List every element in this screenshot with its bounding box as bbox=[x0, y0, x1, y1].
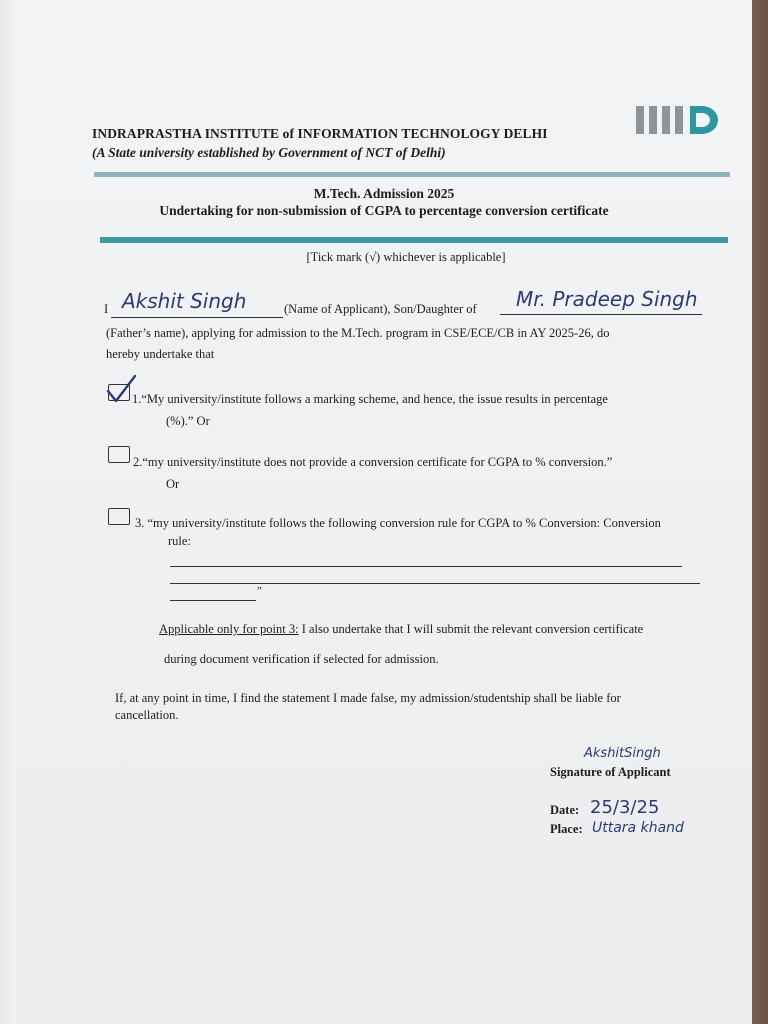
applicable-label: Applicable only for point 3: bbox=[159, 622, 299, 636]
option-3-text: 3. “my university/institute follows the following conversion rule for CGPA to % Conversion: Conversion bbox=[135, 516, 661, 530]
date-label: Date: bbox=[550, 803, 580, 817]
signature-label: Signature of Applicant bbox=[550, 765, 671, 779]
applicable-text: I also undertake that I will submit the relevant conversion certificate bbox=[298, 622, 644, 636]
name-label: (Name of Applicant), Son/Daughter of bbox=[284, 302, 477, 316]
option-3-rule-label: rule: bbox=[168, 534, 191, 548]
declaration-prefix: I bbox=[104, 302, 109, 316]
date-value: 25/3/25 bbox=[590, 797, 660, 818]
institute-subtitle: (A State university established by Government of NCT of Delhi) bbox=[92, 145, 446, 160]
title-divider bbox=[100, 237, 728, 243]
applicant-name-handwritten: Akshit Singh bbox=[122, 289, 247, 313]
option-2-checkbox[interactable] bbox=[108, 446, 130, 463]
option-3-checkbox[interactable] bbox=[108, 508, 130, 525]
tick-instruction: [Tick mark (√) whichever is applicable] bbox=[306, 250, 506, 264]
liability-line-1: If, at any point in time, I find the statement I made false, my admission/studentship shall be liable for bbox=[115, 691, 621, 705]
place-value: Uttara khand bbox=[592, 820, 684, 836]
option-2-text: 2.“my university/institute does not provide a conversion certificate for CGPA to % conversion.” bbox=[133, 455, 613, 469]
declaration-line-2: (Father’s name), applying for admission to the M.Tech. program in CSE/ECE/CB in AY 2025-26, do bbox=[106, 326, 610, 340]
applicable-line-2: during document verification if selected for admission. bbox=[164, 652, 439, 666]
undertaking-title: Undertaking for non-submission of CGPA to percentage conversion certificate bbox=[159, 203, 609, 218]
father-name-handwritten: Mr. Pradeep Singh bbox=[516, 287, 698, 311]
conversion-rule-line-3 bbox=[170, 600, 256, 601]
father-name-line bbox=[500, 314, 702, 315]
liability-line-2: cancellation. bbox=[115, 708, 179, 722]
conversion-rule-line-2 bbox=[170, 583, 700, 584]
place-label: Place: bbox=[550, 822, 583, 836]
applicant-name-line bbox=[111, 317, 283, 318]
admission-title: M.Tech. Admission 2025 bbox=[313, 186, 455, 201]
institute-name: INDRAPRASTHA INSTITUTE of INFORMATION TECHNOLOGY DELHI bbox=[92, 126, 548, 141]
closing-quote: ” bbox=[257, 585, 262, 597]
conversion-rule-line-1 bbox=[170, 566, 682, 567]
option-2-or: Or bbox=[166, 477, 180, 491]
signature-handwritten: AkshitSingh bbox=[584, 746, 661, 761]
document-page bbox=[16, 0, 752, 1024]
declaration-line-3: hereby undertake that bbox=[106, 347, 215, 361]
option-1-or: (%).” Or bbox=[166, 414, 210, 428]
iiitd-logo-icon bbox=[636, 98, 720, 142]
header-divider bbox=[94, 172, 730, 177]
applicable-note bbox=[159, 622, 643, 637]
option-1-text: 1.“My university/institute follows a marking scheme, and hence, the issue results in percentage bbox=[132, 392, 608, 406]
